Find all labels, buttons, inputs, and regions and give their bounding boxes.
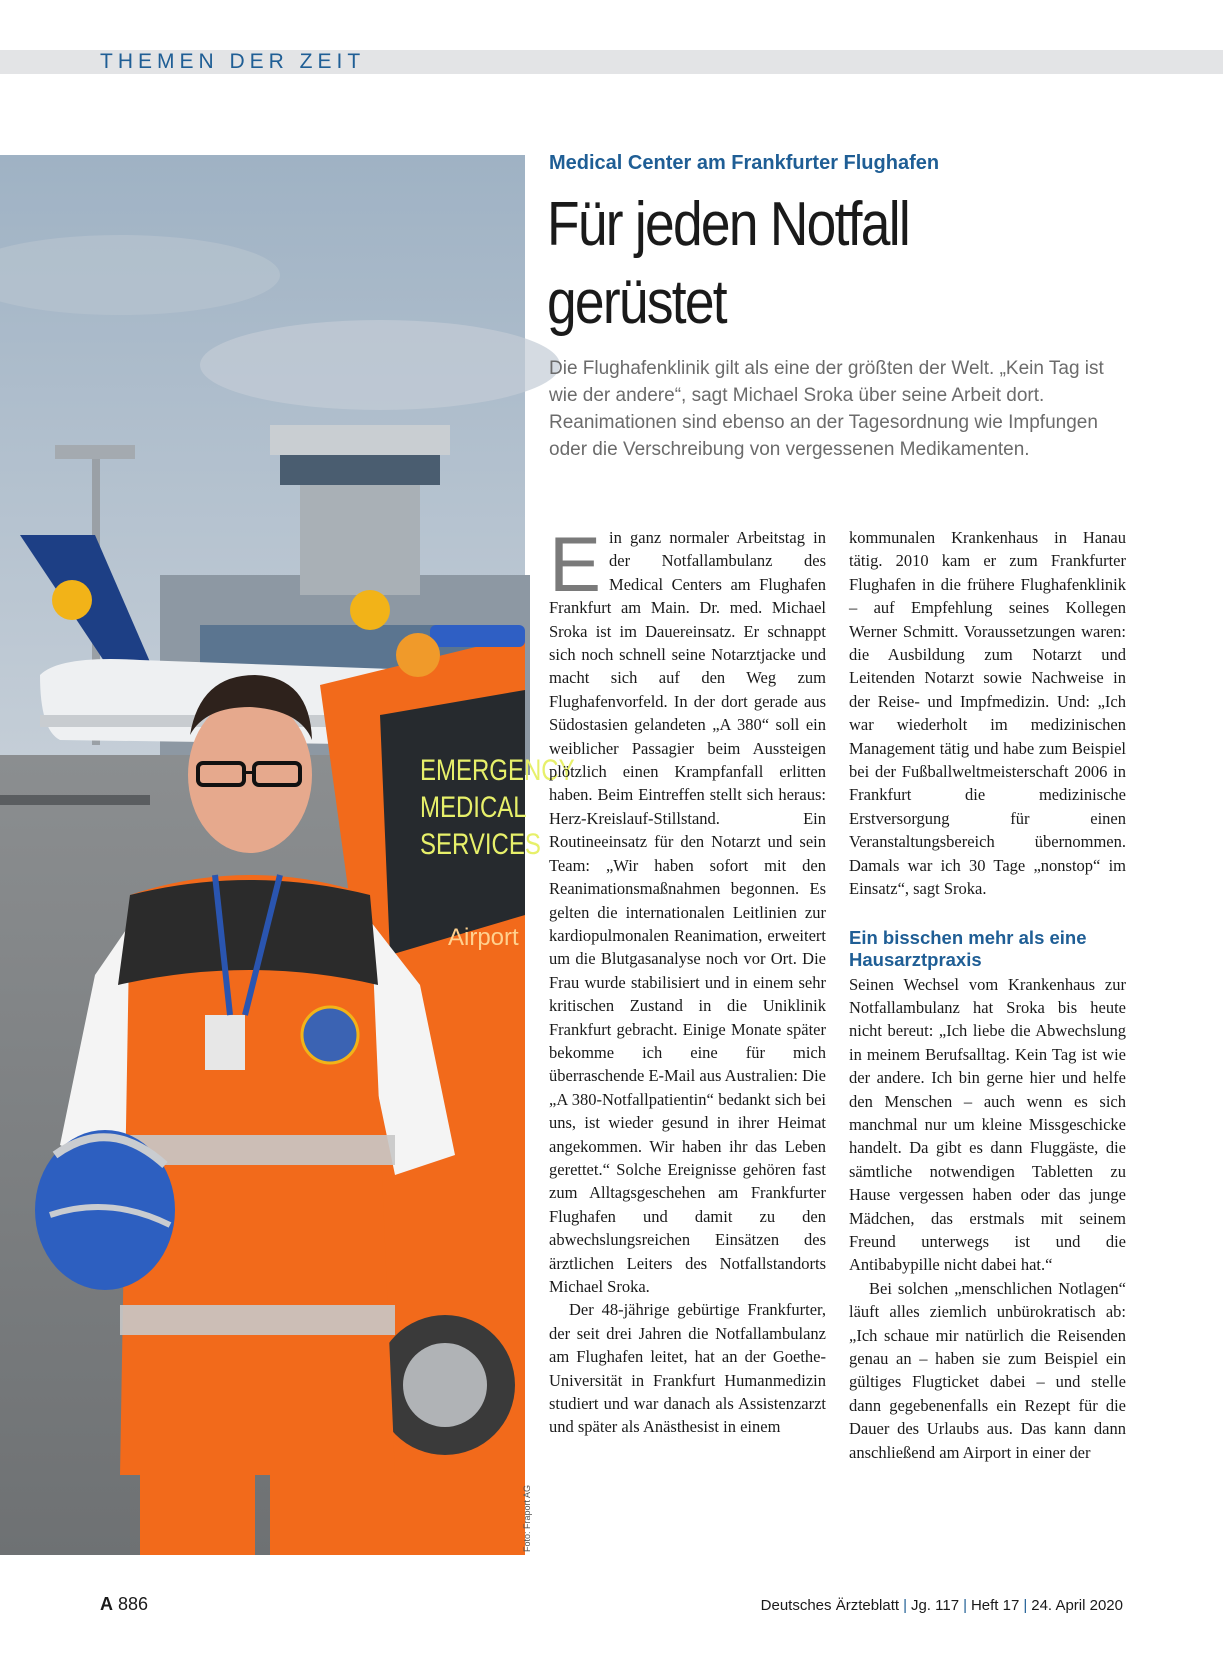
subheading: Ein bisschen mehr als eine Hausarztpraxis [849,926,1087,970]
headline-line-2: gerüstet [547,268,726,337]
section-label: THEMEN DER ZEIT [100,50,366,73]
paragraph: Bei solchen „menschlichen Notlagen“ läuft alles ziemlich unbürokratisch ab: „Ich schaue mir natürlich die Reisenden genau an – haben sie zum Beispiel ein gültiges Flugticket dabei – und stelle dann gegebenenfalls ein Rezept für die Dauer des Urlaubs aus. Das kann dann anschließend am Airport in einer der [849,1278,1126,1462]
journal-issue: Heft 17 [970,1597,1020,1614]
journal-date: 24. April 2020 [1031,1597,1123,1614]
drop-cap: E [549,520,602,608]
headline-line-1: Für jeden Notfall [547,190,909,259]
paragraph [549,520,826,1298]
journal-volume: Jg. 117 [910,1597,960,1614]
article-headline [547,186,1097,342]
paragraph-text: in ganz normaler Arbeitstag in der Notfallambulanz des Medical Centers am Flughafen Frankfurt am Main. Dr. med. Michael Sroka ist im Dauereinsatz. Er schnappt sich noch schnell seine Notarztjacke und macht sich auf den Weg zum Flughafenvorfeld. In der dort gerade aus Südostasien gelandeten „A 380“ soll ein weiblicher Passagier beim Aussteigen plötzlich einen Krampfanfall erlitten haben. Beim Eintreffen stellt sich heraus: Herz-Kreislauf-Stillstand. Ein Routineeinsatz für den Notarzt und sein Team: „Wir haben sofort mit den Reanimationsmaßnahmen begonnen. Es gelten die internationalen Leitlinien zur kardiopulmonalen Reanimation, erweitert um die Blutgasanalyse noch vor Ort. Die Frau wurde stabilisiert und in einem sehr kritischen Zustand in die Uniklinik Frankfurt gebracht. Einige Monate später bekomme ich eine für mich überraschende E-Mail aus Australien: Die „A 380-Notfallpatientin“ bedankt sich bei uns, ist wieder gesund in ihrer Heimat angekommen. Wir haben ihr das Leben gerettet.“ Solche Ereignisse gehören fast zum Alltagsgeschehen am Frankfurter Flughafen und damit zu den abwechslungsreichen Einsätzen des ärztlichen Leiters des Notfallstandorts Michael Sroka. [549,528,826,1296]
vehicle-text-3: SERVICES [420,826,541,861]
text-column-1 [549,520,826,1439]
article-lead: Die Flughafenklinik gilt als eine der größten der Welt. „Kein Tag ist wie der andere“, sagt Michael Sroka über seine Arbeit dort. Reanimationen sind ebenso an der Tagesordnung wie Impfungen oder die Verschreibung von vergessenen Medikamenten. [549,358,1104,460]
photo-credit: Foto: Fraport AG [522,1484,532,1552]
page-prefix: A [100,1594,113,1614]
paragraph: kommunalen Krankenhaus in Hanau tätig. 2010 kam er zum Frankfurter Flughafen in die frühere Flughafenklinik – auf Empfehlung seines Kollegen Werner Schmitt. Voraussetzungen waren: die Ausbildung zum Notarzt und Leitenden Notarzt sowie Nachweise in der Reise- und Impfmedizin. Und: „Ich war wiederholt im medizinischen Management tätig und habe zum Beispiel bei der Fußballweltmeisterschaft 2006 in Frankfurt die medizinische Erstversorgung für einen Veranstaltungsbereich übernommen. Damals war ich 30 Tage „nonstop“ im Einsatz“, sagt Sroka. [849,528,1126,899]
paragraph: Seinen Wechsel vom Krankenhaus zur Notfallambulanz hat Sroka bis heute nicht bereut: „Ich liebe die Abwechslung in meinem Berufsalltag. Kein Tag ist wie der andere. Ich bin gerne hier und helfe den Menschen – auch wenn es sich manchmal nur um kleine Missgeschicke handelt. Da gibt es dann Fluggäste, die sämtliche notwendigen Tabletten zu Hause vergessen haben oder das junge Mädchen, das erstmals mit seinem Freund unterwegs ist und die Antibabypille nicht dabei hat.“ [849,974,1126,1275]
page-number [100,1594,148,1615]
vehicle-text-1: EMERGENCY [420,752,575,787]
page-number-value: 886 [118,1594,149,1614]
article-kicker: Medical Center am Frankfurter Flughafen [549,152,940,174]
paragraph: Der 48-jährige gebürtige Frankfurter, der seit drei Jahren die Notfallambulanz am Flughafen leitet, hat an der Goethe-Universität in Frankfurt Humanmedizin studiert und war danach als Assistenzarzt und später als Anästhesist in einem [549,1300,826,1437]
vehicle-text-2: MEDICAL [420,789,527,824]
text-column-2 [849,526,1126,1464]
vehicle-text-4: Airport [448,924,519,951]
journal-footer: Deutsches Ärzteblatt | Jg. 117 | Heft 17 | 24. April 2020 [760,1597,1123,1614]
journal-name: Deutsches Ärzteblatt [760,1597,900,1614]
